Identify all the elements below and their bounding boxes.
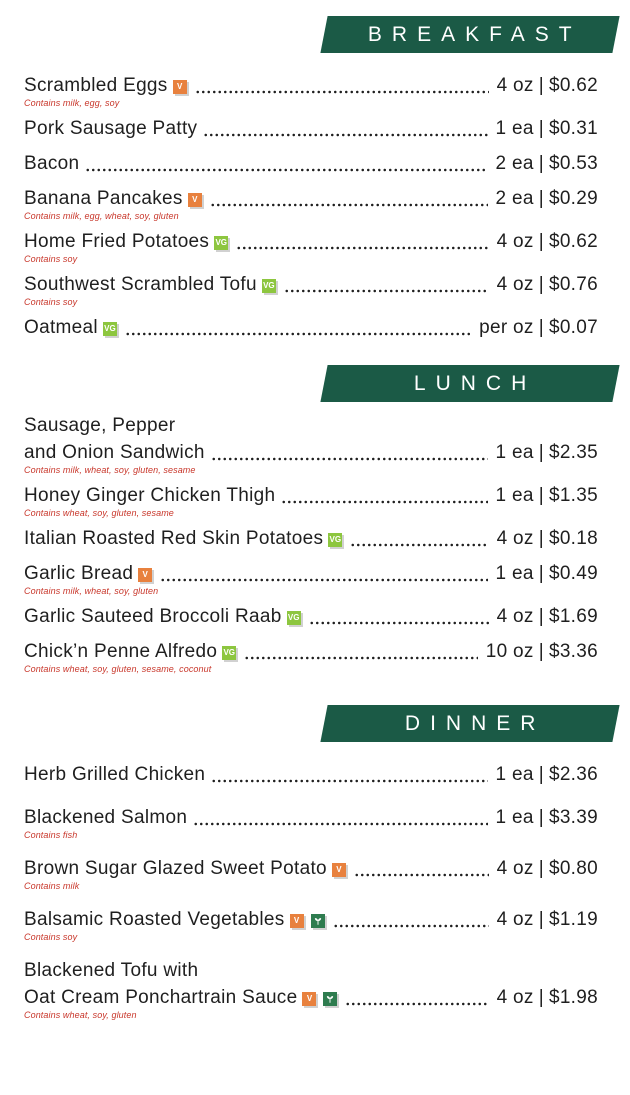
vegetarian-icon: V [290, 914, 304, 928]
portion-price [486, 641, 598, 663]
portion: 4 oz [496, 528, 534, 549]
section-breakfast [24, 16, 598, 339]
price-divider: | [538, 909, 544, 930]
price-divider: | [538, 442, 544, 463]
item-name: Southwest Scrambled Tofu [24, 274, 257, 295]
vegetarian-icon: V [138, 568, 152, 582]
section-items [24, 764, 598, 1021]
price: $0.62 [548, 75, 598, 96]
portion: 4 oz [496, 858, 534, 879]
price: $2.35 [548, 442, 598, 463]
section-banner [320, 705, 619, 742]
allergen-note: Contains soy [24, 254, 78, 264]
vegan-icon: VG [222, 646, 236, 660]
portion-price [497, 274, 598, 296]
price: $1.69 [548, 606, 598, 627]
dot-leader [354, 873, 489, 877]
item-name: Garlic Sauteed Broccoli Raab [24, 606, 282, 627]
portion-price [496, 485, 598, 507]
portion: 1 ea [495, 807, 534, 828]
sprout-icon [323, 992, 337, 1006]
menu-item [24, 153, 598, 175]
menu-item [24, 188, 598, 222]
price-divider: | [538, 858, 544, 879]
price: $0.53 [548, 153, 598, 174]
item-name: and Onion Sandwich [24, 442, 205, 463]
price-divider: | [538, 764, 544, 785]
portion-price [497, 606, 598, 628]
item-name: Garlic Bread [24, 563, 134, 584]
menu-item [24, 641, 598, 675]
portion: 4 oz [496, 75, 534, 96]
portion: 2 ea [495, 188, 534, 209]
dot-leader [160, 578, 487, 582]
vegetarian-icon: V [173, 80, 187, 94]
price-divider: | [538, 188, 544, 209]
vegan-icon: VG [214, 236, 228, 250]
portion-price [497, 858, 598, 880]
portion-price [496, 153, 598, 175]
item-name: Honey Ginger Chicken Thigh [24, 485, 276, 506]
menu-item [24, 231, 598, 265]
portion: 4 oz [496, 909, 534, 930]
item-name: Oatmeal [24, 317, 98, 338]
section-banner [320, 365, 619, 402]
price-divider: | [538, 231, 544, 252]
item-name: Blackened Salmon [24, 807, 188, 828]
allergen-note: Contains soy [24, 297, 78, 307]
portion: 1 ea [495, 442, 534, 463]
item-name: Banana Pancakes [24, 188, 183, 209]
menu-item [24, 563, 598, 597]
price: $3.39 [548, 807, 598, 828]
section-items [24, 75, 598, 339]
menu-item [24, 909, 598, 943]
portion: 1 ea [495, 118, 534, 139]
item-name: Oat Cream Ponchartrain Sauce [24, 987, 298, 1008]
section-banner [320, 16, 619, 53]
vegan-icon: VG [103, 322, 117, 336]
portion-price [496, 118, 598, 140]
price: $0.07 [548, 317, 598, 338]
price: $1.19 [548, 909, 598, 930]
allergen-note: Contains milk, egg, soy [24, 98, 120, 108]
allergen-note: Contains milk, egg, wheat, soy, gluten [24, 211, 179, 221]
dot-leader [244, 656, 477, 660]
sprout-icon [311, 914, 325, 928]
price-divider: | [538, 528, 544, 549]
portion: 1 ea [495, 485, 534, 506]
item-name: Italian Roasted Red Skin Potatoes [24, 528, 324, 549]
allergen-note: Contains fish [24, 830, 78, 840]
menu-item [24, 274, 598, 308]
allergen-note: Contains milk [24, 881, 80, 891]
item-name: Brown Sugar Glazed Sweet Potato [24, 858, 327, 879]
menu-item [24, 75, 598, 109]
menu-item [24, 317, 598, 339]
price: $0.80 [548, 858, 598, 879]
portion: 1 ea [495, 563, 534, 584]
allergen-note: Contains soy [24, 932, 78, 942]
item-name: Pork Sausage Patty [24, 118, 198, 139]
dot-leader [211, 779, 487, 783]
portion: 4 oz [496, 606, 534, 627]
item-name: Home Fried Potatoes [24, 231, 210, 252]
menu-item [24, 807, 598, 841]
item-name: Herb Grilled Chicken [24, 764, 206, 785]
price-divider: | [538, 274, 544, 295]
section-title: LUNCH [413, 371, 537, 395]
menu-item [24, 858, 598, 892]
portion-price [497, 909, 598, 931]
item-name: Scrambled Eggs [24, 75, 168, 96]
dot-leader [211, 457, 488, 461]
item-name: Balsamic Roasted Vegetables [24, 909, 285, 930]
vegan-icon: VG [328, 533, 342, 547]
dot-leader [193, 822, 487, 826]
portion: 1 ea [495, 764, 534, 785]
allergen-note: Contains wheat, soy, gluten [24, 1010, 137, 1020]
price: $2.36 [548, 764, 598, 785]
price-divider: | [538, 987, 544, 1008]
portion-price [497, 75, 598, 97]
portion-price [496, 563, 598, 585]
vegetarian-icon: V [302, 992, 316, 1006]
menu-item [24, 415, 598, 476]
vegan-icon: VG [262, 279, 276, 293]
section-items [24, 415, 598, 675]
portion-price [497, 987, 598, 1009]
dot-leader [236, 246, 488, 250]
portion-price [496, 764, 598, 786]
item-name: Chick’n Penne Alfredo [24, 641, 218, 662]
dot-leader [125, 332, 471, 336]
portion: 4 oz [496, 231, 534, 252]
portion: 4 oz [496, 274, 534, 295]
vegan-icon: VG [287, 611, 301, 625]
price: $0.49 [548, 563, 598, 584]
price-divider: | [538, 118, 544, 139]
menu-item [24, 960, 598, 1021]
price-divider: | [538, 153, 544, 174]
menu-item [24, 485, 598, 519]
portion-price [497, 231, 598, 253]
section-banner-row [24, 365, 616, 402]
price: $0.76 [548, 274, 598, 295]
dot-leader [309, 621, 489, 625]
section-lunch [24, 365, 598, 675]
allergen-note: Contains wheat, soy, gluten, sesame, coconut [24, 664, 212, 674]
section-dinner [24, 705, 598, 1021]
price-divider: | [538, 75, 544, 96]
menu-item [24, 118, 598, 140]
item-name: Bacon [24, 153, 80, 174]
dot-leader [203, 133, 487, 137]
dot-leader [195, 90, 489, 94]
dot-leader [333, 924, 489, 928]
menu-item [24, 606, 598, 628]
dot-leader [210, 203, 488, 207]
dot-leader [281, 500, 487, 504]
dot-leader [284, 289, 489, 293]
portion: 10 oz [485, 641, 534, 662]
portion: 4 oz [496, 987, 534, 1008]
price: $0.31 [548, 118, 598, 139]
price: $3.36 [548, 641, 598, 662]
menu-item [24, 528, 598, 550]
price-divider: | [538, 317, 544, 338]
portion: per oz [479, 317, 534, 338]
item-name-line1: Blackened Tofu with [24, 960, 199, 981]
price-divider: | [538, 641, 544, 662]
portion-price [479, 317, 598, 339]
price: $0.62 [548, 231, 598, 252]
menu-item [24, 764, 598, 786]
price-divider: | [538, 807, 544, 828]
price-divider: | [538, 563, 544, 584]
portion: 2 ea [495, 153, 534, 174]
price: $1.98 [548, 987, 598, 1008]
section-title: DINNER [404, 711, 546, 735]
price: $0.29 [548, 188, 598, 209]
section-banner-row [24, 16, 616, 53]
allergen-note: Contains wheat, soy, gluten, sesame [24, 508, 174, 518]
portion-price [496, 188, 598, 210]
portion-price [496, 807, 598, 829]
price-divider: | [538, 606, 544, 627]
item-name-line1: Sausage, Pepper [24, 415, 176, 436]
price: $0.18 [548, 528, 598, 549]
allergen-note: Contains milk, wheat, soy, gluten [24, 586, 159, 596]
price-divider: | [538, 485, 544, 506]
section-title: BREAKFAST [368, 22, 582, 46]
dot-leader [345, 1002, 488, 1006]
dot-leader [350, 543, 488, 547]
portion-price [496, 442, 598, 464]
vegetarian-icon: V [332, 863, 346, 877]
section-banner-row [24, 705, 616, 742]
portion-price [497, 528, 598, 550]
vegetarian-icon: V [188, 193, 202, 207]
price: $1.35 [548, 485, 598, 506]
allergen-note: Contains milk, wheat, soy, gluten, sesame [24, 465, 196, 475]
dot-leader [85, 168, 487, 172]
